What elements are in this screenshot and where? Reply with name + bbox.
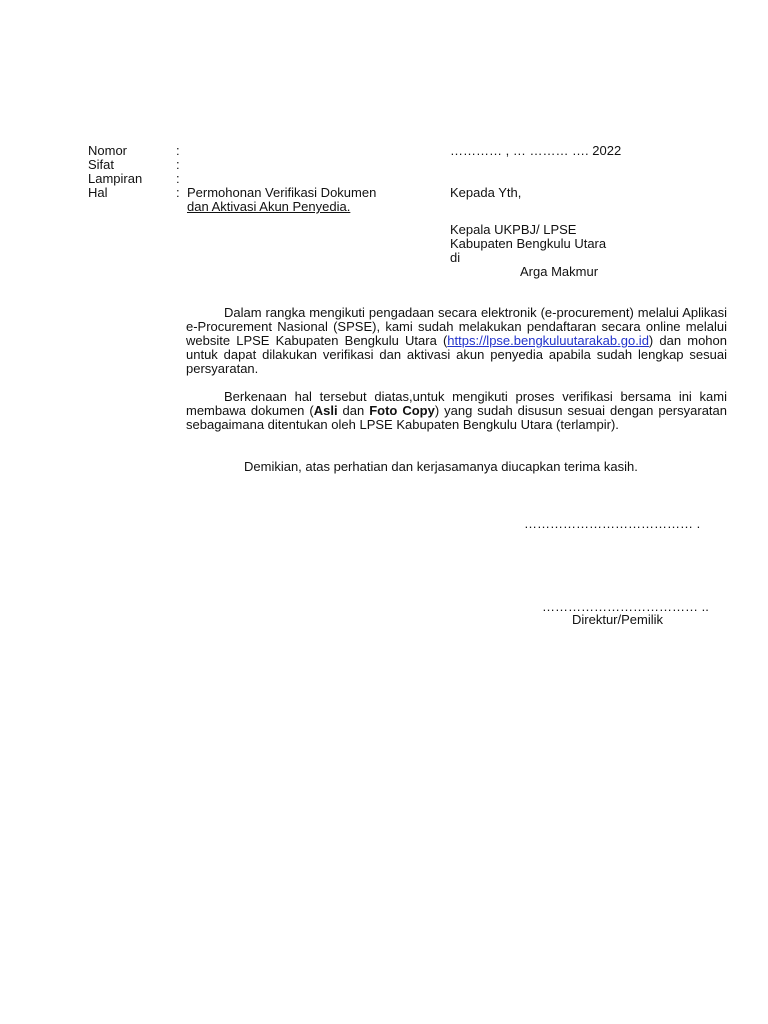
signer-name-placeholder: ……………………………… .. [542,599,709,614]
body-paragraph-2 [186,390,727,432]
field-label-nomor: Nomor [88,143,128,158]
field-colon-lampiran: : [176,171,180,186]
field-colon-hal: : [176,185,180,200]
p2-text-c: ) yang sudah disusun sesuai dengan persyaratan sebagaimana ditentukan oleh LPSE Kabupaten Bengkulu Utara (terlampir). [186,403,728,432]
field-colon-nomor: : [176,143,180,158]
p2-bold-foto-copy: Foto Copy [369,403,435,418]
field-label-hal: Hal [88,185,108,200]
recipient-line-4: Arga Makmur [520,264,599,279]
field-label-sifat: Sifat [88,157,115,172]
body-paragraph-1 [186,306,727,376]
recipient-line-3: di [450,250,461,265]
field-label-lampiran: Lampiran [88,171,143,186]
signer-title: Direktur/Pemilik [572,612,664,627]
field-colon-sifat: : [176,157,180,172]
p1-text-a: Dalam rangka mengikuti pengadaan secara elektronik (e-procurement) melalui Aplikasi e-Procurement Nasional (SPSE), kami sudah melakukan pendaftaran secara online melalui website LPSE Kabupaten Bengkulu Utara ( [186,305,727,348]
p2-bold-asli: Asli [313,403,338,418]
recipient-greeting: Kepada Yth, [450,185,522,200]
p2-text-a: Berkenaan hal tersebut diatas,untuk mengikuti proses verifikasi bersama ini kami membawa dokumen ( [186,389,727,418]
p2-text-b: dan [337,403,370,418]
body-paragraph-3: Demikian, atas perhatian dan kerjasamanya diucapkan terima kasih. [244,459,638,474]
recipient-line-1: Kepala UKPBJ/ LPSE [450,222,577,237]
p1-text-b: ) dan mohon untuk dapat dilakukan verifikasi dan aktivasi akun penyedia apabila sudah lengkap sesuai persyaratan. [186,333,727,376]
hal-subject-line2: dan Aktivasi Akun Penyedia. [187,199,351,214]
lpse-website-link[interactable]: https://lpse.bengkuluutarakab.go.id [447,333,649,348]
recipient-line-2: Kabupaten Bengkulu Utara [450,236,607,251]
company-name-placeholder: ………………………………… . [524,516,701,531]
hal-subject-line1: Permohonan Verifikasi Dokumen [187,185,377,200]
letter-date: ………… , … ……… …. 2022 [450,143,622,158]
